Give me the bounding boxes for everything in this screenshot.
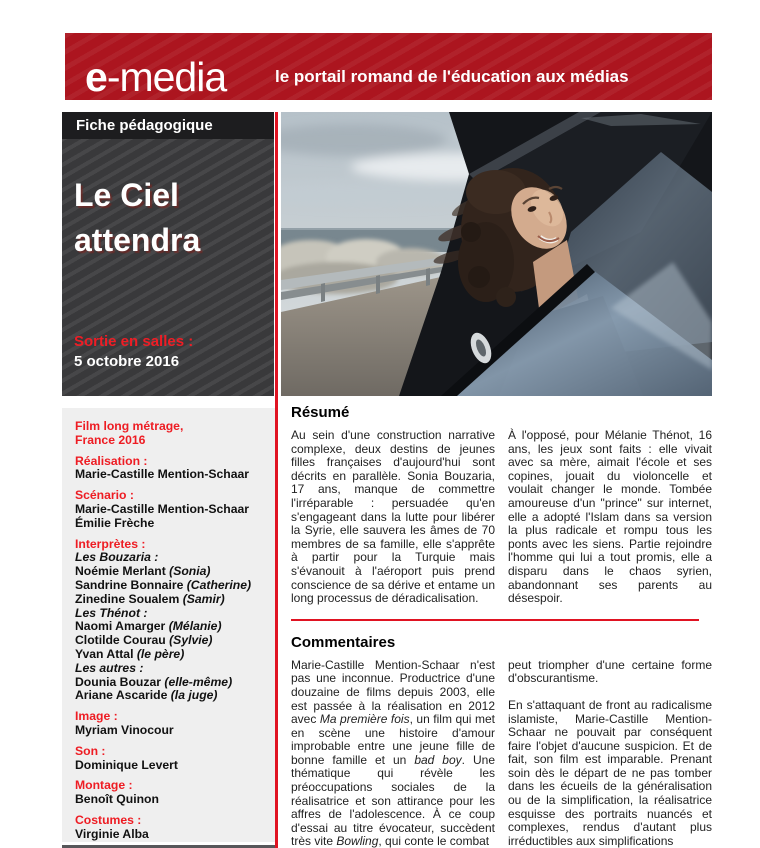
cast-line: Naomi Amarger (Mélanie) — [75, 619, 222, 634]
cast-role: (Sylvie) — [169, 633, 213, 648]
film-type-line1: Film long métrage, — [75, 419, 184, 433]
image-label: Image : — [75, 709, 118, 724]
emedia-logo — [85, 54, 227, 100]
logo-media: -media — [106, 54, 227, 100]
cast-role: (le père) — [136, 646, 185, 661]
credit-son — [75, 745, 267, 773]
realisation-label: Réalisation : — [75, 453, 148, 468]
commentaires-heading: Commentaires — [291, 633, 396, 651]
scenario-name1: Marie-Castille Mention-Schaar — [75, 501, 250, 516]
commentaires-col2 — [508, 659, 712, 848]
film-poster-panel — [62, 112, 274, 396]
interpretes-label: Interprètes : — [75, 536, 146, 551]
film-title-line1: Le Ciel — [74, 177, 179, 213]
montage-name: Benoît Quinon — [75, 792, 159, 807]
credit-costumes — [75, 814, 267, 842]
commentaires-col2-p1: peut triompher d'une certaine forme d'obscurantisme. — [508, 657, 712, 686]
cast-role: (la juge) — [170, 688, 218, 703]
film-title-bowling: Bowling — [336, 834, 379, 848]
film-still-illustration — [281, 112, 712, 396]
film-title — [74, 173, 274, 263]
cast-line: Clotilde Courau (Sylvie) — [75, 633, 213, 648]
kicker-fiche-pedagogique: Fiche pédagogique — [62, 112, 274, 139]
release-label: Sortie en salles : — [74, 333, 194, 350]
commentaires-col2-p2: En s'attaquant de front au radicalisme islamiste, Marie-Castille Mention-Schaar ne pouvait par conséquent faire l'objet d'aucune suspicion. Et de fait, son film est imparable. Prenant soin dès le départ de ne pas tomber dans les écueils de la généralisation ou de la simplification, la réalisatrice esquisse des portraits nuancés et complexes, rendus d'autant plus irréductibles aux simplifications — [508, 697, 712, 848]
film-type-line2: France 2016 — [75, 432, 146, 447]
cast-role: (Mélanie) — [168, 619, 222, 634]
commentaires-col1: Marie-Castille Mention-Schaar n'est pas une inconnue. Productrice d'une douzaine de films depuis 2003, elle est passée à la réalisation en 2012 avec Ma première fois, un film qui met en scène une histoire d'amour improbable entre une jeune fille de bonne famille et un bad boy. Une thématique qui révèle les préoccupations sociales de la réalisatrice et son attirance pour les affres de l'adolescence. À ce coup d'essai au titre évocateur, succèdent très vite Bowling, qui conte le combat — [291, 657, 495, 848]
cast-line: Sandrine Bonnaire (Catherine) — [75, 577, 252, 592]
resume-col2: À l'opposé, pour Mélanie Thénot, 16 ans, les jeux sont faits : elle vivait avec sa mère, aimait l'école et ses copines, jouait du violoncelle et voulait changer le monde. Tombée amoureuse d'un "prince" sur internet, elle a adopté l'Islam dans sa version la plus radicale et rompu tous les ponts avec les siens. Partie rejoindre l'homme qui lui a tout promis, elle a disparu dans le chaos syrien, abandonnant ses parents au désespoir. — [508, 428, 712, 606]
red-divider-vertical — [275, 112, 278, 848]
film-still-photo — [281, 112, 712, 396]
scenario-name2: Émilie Frèche — [75, 515, 155, 530]
logo-letter-e: e — [85, 54, 107, 100]
commentaires-columns — [291, 659, 712, 848]
costumes-label: Costumes : — [75, 812, 142, 827]
cast-group-thenot: Les Thénot : — [75, 605, 148, 620]
son-name: Dominique Levert — [75, 757, 178, 772]
cast-line: Dounia Bouzar (elle-même) — [75, 674, 233, 689]
release-info — [74, 332, 193, 372]
son-label: Son : — [75, 743, 106, 758]
credit-interpretes — [75, 538, 267, 704]
release-date: 5 octobre 2016 — [74, 353, 180, 370]
cast-role: (Sonia) — [169, 564, 211, 579]
credits-sidebar — [62, 408, 275, 842]
red-divider-horizontal — [291, 619, 699, 621]
cast-line: Zinedine Soualem (Samir) — [75, 591, 225, 606]
film-title-ma-premiere-fois: Ma première fois — [319, 712, 410, 727]
film-title-line2: attendra — [74, 222, 201, 258]
resume-col1: Au sein d'une construction narrative complexe, deux destins de jeunes filles françaises d'aujourd'hui sont décrits en parallèle. Sonia Bouzaria, 17 ans, manque de commettre l'irréparable : persuadée qu'en s'engageant dans la lutte pour libérer la Syrie, elle sauvera les âmes de 70 membres de sa famille, elle s'apprête à partir pour la Turquie mais s'évanouit à l'aéroport puis prend conscience de sa dérive et entame un long processus de déradicalisation. — [291, 428, 495, 606]
article-main — [291, 404, 712, 848]
credit-montage — [75, 779, 267, 807]
credit-scenario — [75, 489, 267, 530]
emedia-banner — [65, 33, 712, 100]
credit-image — [75, 710, 267, 738]
resume-columns — [291, 429, 712, 606]
term-bad-boy: bad boy — [414, 752, 462, 767]
cast-role: (Catherine) — [186, 577, 252, 592]
resume-heading: Résumé — [291, 404, 350, 421]
cast-role: (elle-même) — [164, 674, 233, 689]
cast-group-bouzaria: Les Bouzaria : — [75, 550, 159, 565]
montage-label: Montage : — [75, 778, 133, 793]
image-name: Myriam Vinocour — [75, 722, 174, 737]
costumes-name: Virginie Alba — [75, 826, 149, 841]
cast-group-autres: Les autres : — [75, 660, 144, 675]
banner-tagline: le portail romand de l'éducation aux médias — [275, 67, 629, 86]
cast-line: Yvan Attal (le père) — [75, 646, 185, 661]
cast-line: Ariane Ascaride (la juge) — [75, 688, 218, 703]
scenario-label: Scénario : — [75, 488, 134, 503]
cast-line: Noémie Merlant (Sonia) — [75, 564, 211, 579]
cast-role: (Samir) — [182, 591, 225, 606]
credit-film-type — [75, 420, 267, 448]
realisation-name: Marie-Castille Mention-Schaar — [75, 467, 250, 482]
credit-realisation — [75, 455, 267, 483]
